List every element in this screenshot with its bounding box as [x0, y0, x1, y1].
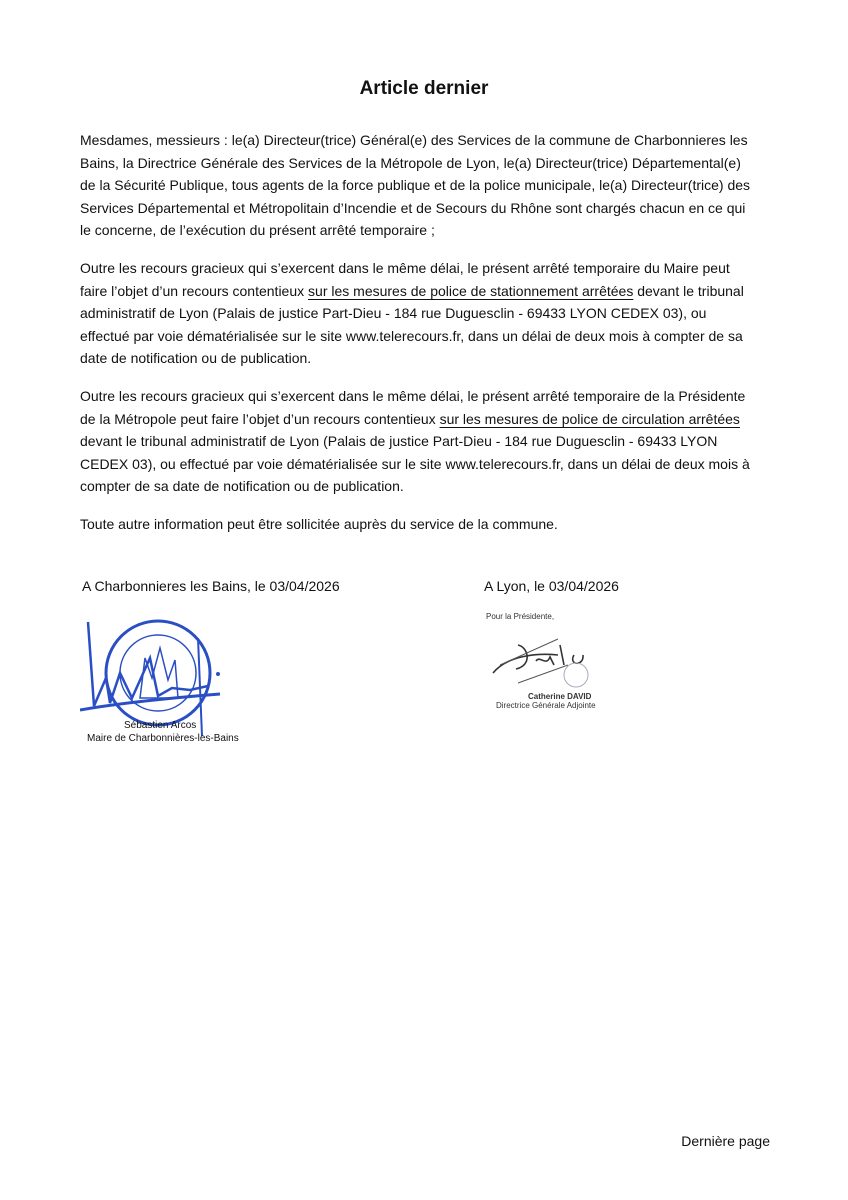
text-line — [80, 513, 780, 536]
text-segment: Services Départemental et Métropolitain d’Incendie et de Secours du Rhône sont chargés chacun en ce qui — [80, 199, 746, 216]
text-segment: administratif de Lyon (Palais de justice Part-Dieu - 184 rue Duguesclin - 69433 LYON CEDEX 03), ou — [80, 305, 707, 321]
text-line — [80, 453, 780, 476]
text-segment: Outre les recours gracieux qui s’exercent dans le même délai, le présent arrêté temporaire de la Présidente — [80, 388, 746, 404]
text-line — [80, 385, 780, 408]
underlined-text: sur les mesures de police de circulation arrêtées — [439, 410, 740, 427]
text-line — [80, 219, 780, 242]
text-segment: de la Métropole peut faire l’objet d’un recours contentieux — [80, 410, 440, 427]
mayor-role: Maire de Charbonnières-les-Bains — [87, 733, 239, 744]
text-line — [80, 174, 780, 197]
right-signature-date: A Lyon, le 03/04/2026 — [484, 578, 619, 594]
text-line — [80, 430, 780, 453]
article-title: Article dernier — [359, 78, 489, 99]
text-line — [80, 325, 780, 348]
underlined-text: sur les mesures de police de stationnement arrêtées — [308, 282, 634, 299]
text-segment: devant le tribunal administratif de Lyon (Palais de justice Part-Dieu - 184 rue Duguesclin - 69433 LYON — [80, 433, 718, 449]
paragraph — [80, 385, 780, 498]
text-line — [80, 280, 780, 303]
text-line — [80, 475, 780, 498]
text-line — [80, 408, 780, 431]
text-line — [80, 302, 780, 325]
left-signature-date: A Charbonnieres les Bains, le 03/04/2026 — [82, 578, 340, 594]
text-line — [80, 129, 780, 152]
paragraph — [80, 129, 780, 242]
signature-prefix: Pour la Présidente, — [486, 612, 555, 621]
text-segment: Toute autre information peut être sollicitée auprès du service de la commune. — [80, 516, 558, 532]
text-segment: de la Sécurité Publique, tous agents de la force publique et de la police municipale, le(a) Directeur(trice) des — [80, 177, 751, 193]
text-line — [80, 347, 780, 370]
president-signatory-name: Catherine DAVID — [528, 692, 592, 701]
text-line — [80, 152, 780, 175]
page-footer: Dernière page — [681, 1133, 770, 1149]
paragraph — [80, 513, 780, 536]
paragraph — [80, 257, 780, 370]
president-signature-image — [488, 635, 598, 695]
text-segment: faire l’objet d’un recours contentieux — [80, 282, 309, 299]
text-segment: devant le tribunal — [633, 282, 744, 299]
text-segment: Mesdames, messieurs : le(a) Directeur(trice) Général(e) des Services de la commune de Charbonnieres les — [80, 132, 748, 148]
text-segment: effectué par voie dématérialisée sur le site www.telerecours.fr, dans un délai de deux mois à compter de sa — [80, 327, 743, 344]
text-segment: Bains, la Directrice Générale des Services de la Métropole de Lyon, le(a) Directeur(trice) Départemental(e) — [80, 154, 741, 171]
text-segment: date de notification ou de publication. — [80, 350, 312, 366]
president-signatory-role: Directrice Générale Adjointe — [496, 701, 596, 710]
mayor-name: Sébastien Arcos — [124, 720, 197, 731]
text-line — [80, 197, 780, 220]
text-line — [80, 257, 780, 280]
text-segment: le concerne, de l’exécution du présent arrêté temporaire ; — [80, 222, 435, 238]
text-segment: compter de sa date de notification ou de publication. — [80, 478, 404, 494]
text-segment: Outre les recours gracieux qui s’exercent dans le même délai, le présent arrêté temporaire du Maire peut — [80, 260, 730, 276]
text-segment: CEDEX 03), ou effectué par voie dématérialisée sur le site www.telerecours.fr, dans un délai de deux mois à — [80, 455, 750, 472]
